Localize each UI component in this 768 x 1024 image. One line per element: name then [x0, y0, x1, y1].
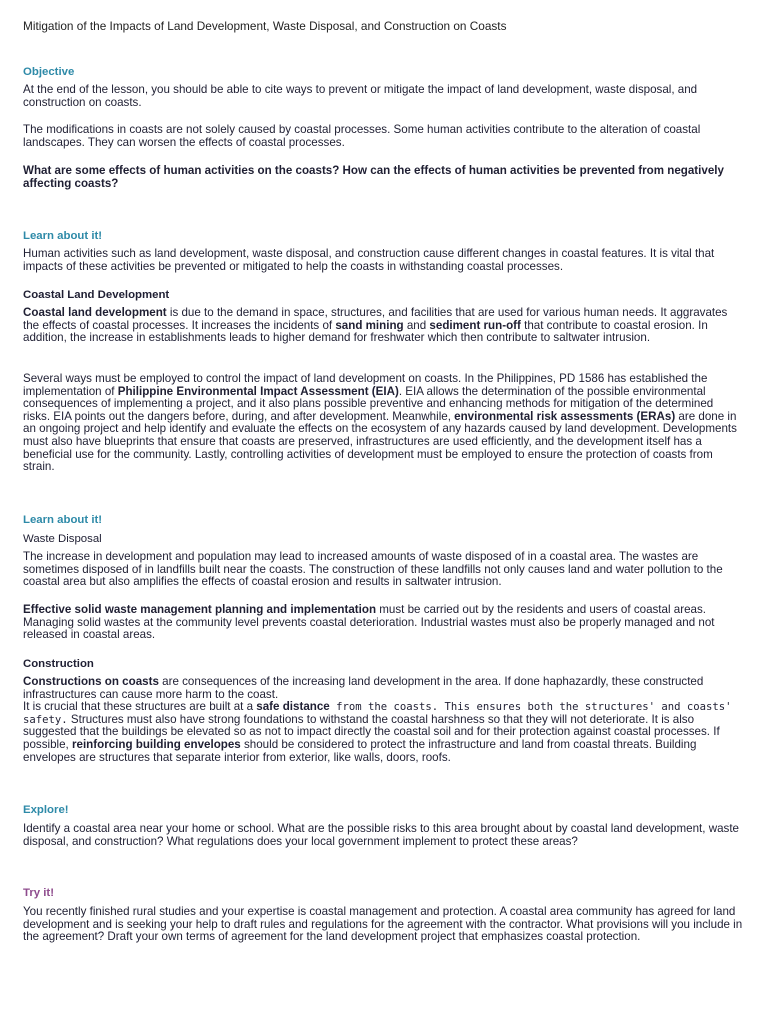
term-solid-waste-management: Effective solid waste management planning and implementation	[23, 603, 377, 616]
term-sand-mining: sand mining	[335, 318, 404, 332]
term-reinforcing-building-envelopes: reinforcing building envelopes	[71, 737, 241, 751]
term-sediment-run-off: sediment run-off	[429, 318, 521, 332]
construction-paragraph: Constructions on coasts are consequences of the increasing land development in the area. If done haphazardly, these constructed infrastructures can cause more harm to the coast. It is crucial that these structures are built at a safe distance from the coasts. This ensures both the structures' and coasts' safety. Structures must also have strong foundations to withstand the coastal harshness so that they will not deteriorate. It is also suggested that the buildings be elevated so as not to impact directly the coastal soil and for their protection against coastal processes. If possible, reinforcing building envelopes should be considered to protect the infrastructure and land from coastal threats. Building envelopes are structures that separate interior from exterior, like walls, doors, roofs.	[23, 675, 732, 764]
try-it-heading: Try it!	[23, 887, 55, 899]
objective-paragraph-2: The modifications in coasts are not solely caused by coastal processes. Some human activities contribute to the alteration of coastal landscapes. They can worsen the effects of coastal processes.	[23, 123, 701, 149]
coastal-land-development-subheading: Coastal Land Development	[23, 289, 170, 301]
learn-heading-2: Learn about it!	[23, 514, 103, 526]
explore-paragraph: Identify a coastal area near your home or school. What are the possible risks to this area brought about by coastal land development, waste disposal, and construction? What regulations does your local government implement to protect these areas?	[23, 822, 739, 848]
construction-subheading: Construction	[23, 658, 94, 670]
term-eras: environmental risk assessments (ERAs)	[454, 409, 676, 423]
term-philippine-eia: Philippine Environmental Impact Assessment (EIA)	[117, 384, 399, 398]
term-constructions-on-coasts: Constructions on coasts	[23, 675, 159, 688]
land-development-paragraph-2: Several ways must be employed to control the impact of land development on coasts. In the Philippines, PD 1586 has established the implementation of Philippine Environmental Impact Assessment (EIA). EIA allows the determination of the possible environmental consequences of implementing a project, and it also plans possible preventive and enhancing methods for mitigation of the determined risks. EIA points out the dangers before, during, and after development. Meanwhile, environmental risk assessments (ERAs) are done in an ongoing project and help identify and evaluate the effects on the ecosystem of any hazards caused by land development. Developments must also have blueprints that ensure that coasts are preserved, infrastructures are used efficiently, and the development itself has a beneficial use for the community. Lastly, controlling activities of development must be employed to ensure the protection of coasts from strain.	[23, 372, 737, 474]
term-safe-distance: safe distance	[256, 700, 330, 714]
term-coastal-land-development: Coastal land development	[23, 306, 167, 319]
explore-heading: Explore!	[23, 804, 69, 816]
objective-question: What are some effects of human activities on the coasts? How can the effects of human activities be prevented from negatively affecting coasts?	[23, 164, 724, 190]
learn-intro-paragraph: Human activities such as land development, waste disposal, and construction cause different changes in coastal features. It is vital that impacts of these activities be prevented or mitigated to help the coasts in withstanding coastal processes.	[23, 247, 715, 273]
waste-disposal-paragraph-1: The increase in development and population may lead to increased amounts of waste disposed of in a coastal area. The wastes are sometimes disposed of in landfills built near the coasts. The construction of these landfills not only causes land and water pollution to the coastal area but also amplifies the effects of coastal erosion and results in saltwater intrusion.	[23, 550, 723, 589]
waste-disposal-subheading: Waste Disposal	[23, 533, 102, 545]
learn-heading-1: Learn about it!	[23, 230, 103, 242]
page-title: Mitigation of the Impacts of Land Development, Waste Disposal, and Construction on Coasts	[23, 19, 507, 33]
land-development-paragraph-1: Coastal land development is due to the demand in space, structures, and facilities that are used for various human needs. It aggravates the effects of coastal processes. It increases the incidents of sand mining and sediment run-off that contribute to coastal erosion. In addition, the increase in establishments leads to higher demand for freshwater which then contribute to saltwater intrusion.	[23, 306, 728, 345]
objective-heading: Objective	[23, 66, 75, 78]
try-it-paragraph: You recently finished rural studies and your expertise is coastal management and protection. A coastal area community has agreed for land development and is seeking your help to draft rules and regulations for the agreement with the contractor. What provisions will you include in the agreement? Draft your own terms of agreement for the land development project that emphasizes coastal protection.	[23, 905, 743, 944]
objective-paragraph-1: At the end of the lesson, you should be able to cite ways to prevent or mitigate the impact of land development, waste disposal, and construction on coasts.	[23, 83, 698, 109]
waste-disposal-paragraph-2: Effective solid waste management planning and implementation must be carried out by the residents and users of coastal areas. Managing solid wastes at the community level prevents coastal deterioration. Industrial wastes must also be properly managed and not released in coastal areas.	[23, 603, 715, 642]
